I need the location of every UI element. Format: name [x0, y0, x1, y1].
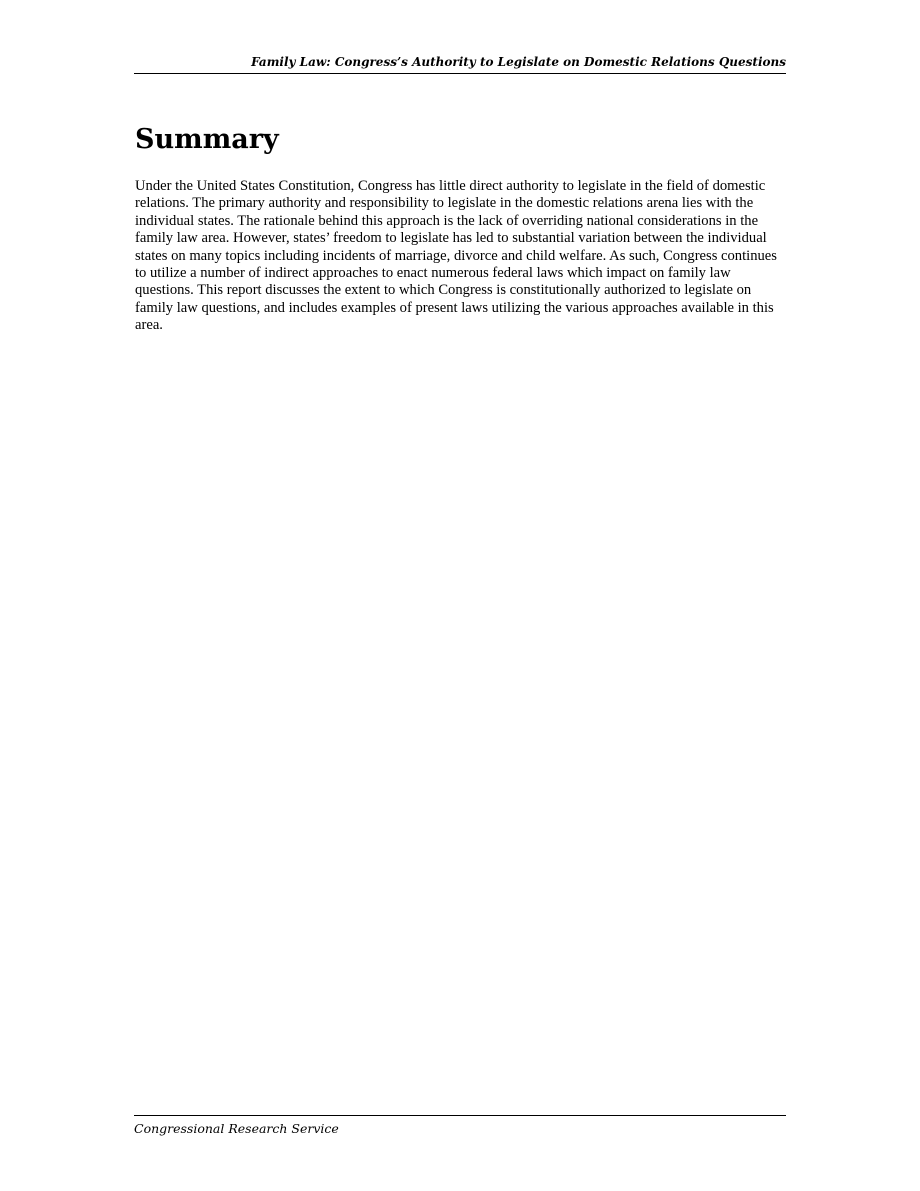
section-title: Summary — [135, 124, 279, 155]
page-footer: Congressional Research Service — [134, 1115, 786, 1137]
running-header: Family Law: Congress’s Authority to Legislate on Domestic Relations Questions — [134, 55, 786, 74]
summary-paragraph: Under the United States Constitution, Congress has little direct authority to legislate in the field of domestic relations. The primary authority and responsibility to legislate in the domestic relations arena lies with the individual states. The rationale behind this approach is the lack of overriding national considerations in the family law area. However, states’ freedom to legislate has led to substantial variation between the individual states on many topics including incidents of marriage, divorce and child welfare. As such, Congress continues to utilize a number of indirect approaches to enact numerous federal laws which impact on family law questions. This report discusses the extent to which Congress is constitutionally authorized to legislate on family law questions, and includes examples of present laws utilizing the various approaches available in this area. — [135, 178, 777, 334]
